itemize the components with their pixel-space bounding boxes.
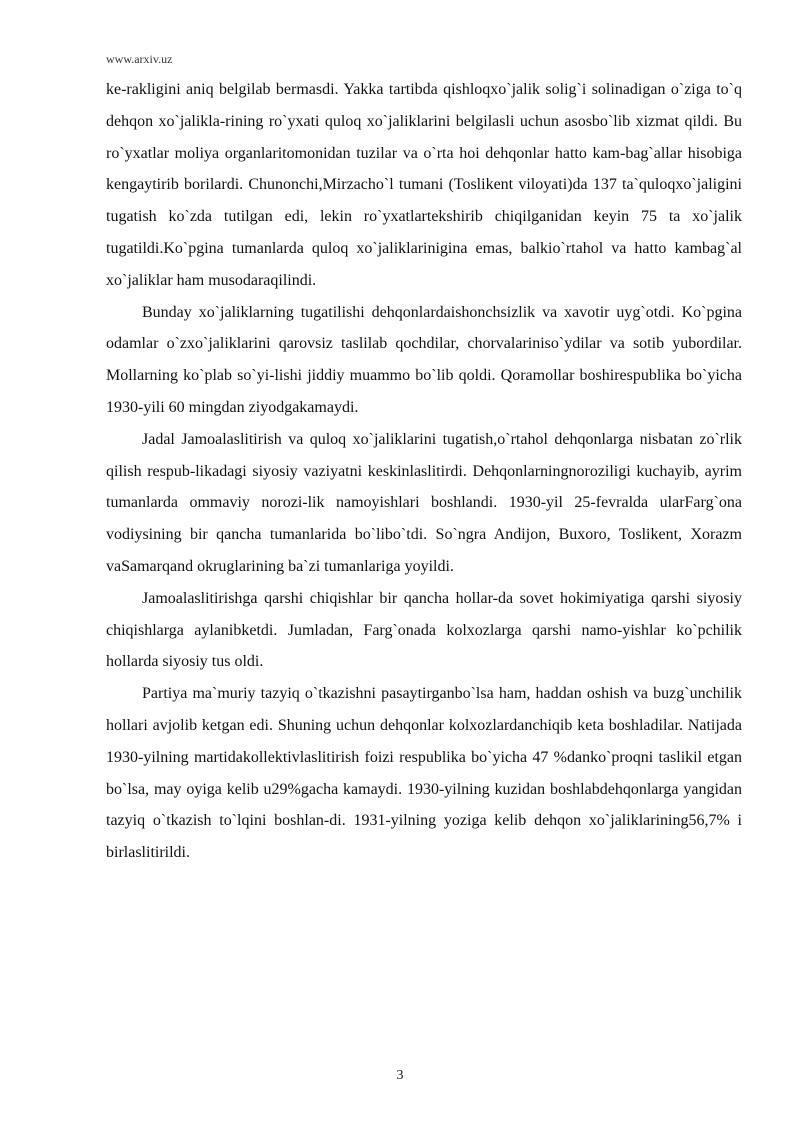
paragraph-4: Jamoalaslitirishga qarshi chiqishlar bir qancha hollar-da sovet hokimiyatiga qarshi siyosiy chiqishlarga aylanibketdi. Jumladan, Farg`onada kolxozlarga qarshi namo-yishlar ko`pchilik hollarda siyosiy tus oldi. [106,589,742,671]
paragraph-3: Jadal Jamoalaslitirish va quloq xo`jaliklarini tugatish,o`rtahol dehqonlarga nisbatan zo`rlik qilish respub-likadagi siyosiy vaziyatni keskinlaslitirdi. Dehqonlarningnoroziligi kuchayib, ayrim tumanlarda ommaviy norozi-lik namoyishlari boshlandi. 1930-yil 25-fevralda ularFarg`ona vodiysining bir qancha tumanlarida bo`libo`tdi. So`ngra Andijon, Buxoro, Toslikent, Xorazm vaSamarqand okruglarining ba`zi tumanlariga yoyildi. [106,430,742,575]
page-number: 3 [396,1068,404,1083]
paragraph-2: Bunday xo`jaliklarning tugatilishi dehqonlardaishonchsizlik va xavotir uyg`otdi. Ko`pgina odamlar o`zxo`jaliklarini qarovsiz taslilab qochdilar, chorvalariniso`ydilar va sotib yubordilar. Mollarning ko`plab so`yi-lishi jiddiy muammo bo`lib qoldi. Qoramollar boshirespublika bo`yicha 1930-yili 60 mingdan ziyodgakamaydi. [106,303,742,416]
site-url-header: www.arxiv.uz [106,52,173,66]
paragraph-5: Partiya ma`muriy tazyiq o`tkazishni pasaytirganbo`lsa ham, haddan oshish va buzg`unchilik hollari avjolib ketgan edi. Shuning uchun dehqonlar kolxozlardanchiqib keta boshladilar. Natijada 1930-yilning martidakollektivlaslitirish foizi respublika bo`yicha 47 %danko`proqni taslikil etgan bo`lsa, may oyiga kelib u29%gacha kamaydi. 1930-yilning kuzidan boshlabdehqonlarga yangidan tazyiq o`tkazish to`lqini boshlan-di. 1931-yilning yoziga kelib dehqon xo`jaliklarining56,7% i birlaslitirildi. [106,685,742,862]
paragraph-1: ke-rakligini aniq belgilab bermasdi. Yakka tartibda qishloqxo`jalik solig`i solinadigan o`ziga to`q dehqon xo`jalikla-rining ro`yxati quloq xo`jaliklarini belgilasli uchun asosbo`lib xizmat qildi. Bu ro`yxatlar moliya organlaritomonidan tuzilar va o`rta hoi dehqonlar hatto kam-bag`allar hisobiga kengaytirib borilardi. Chunonchi,Mirzacho`l tumani (Toslikent viloyati)da 137 ta`quloqxo`jaligini tugatish ko`zda tutilgan edi, lekin ro`yxatlartekshirib chiqilganidan keyin 75 ta xo`jalik tugatildi.Ko`pgina tumanlarda quloq xo`jaliklarinigina emas, balkio`rtahol va hatto kambag`al xo`jaliklar ham musodaraqilindi. [106,81,742,289]
document-body [106,74,742,869]
